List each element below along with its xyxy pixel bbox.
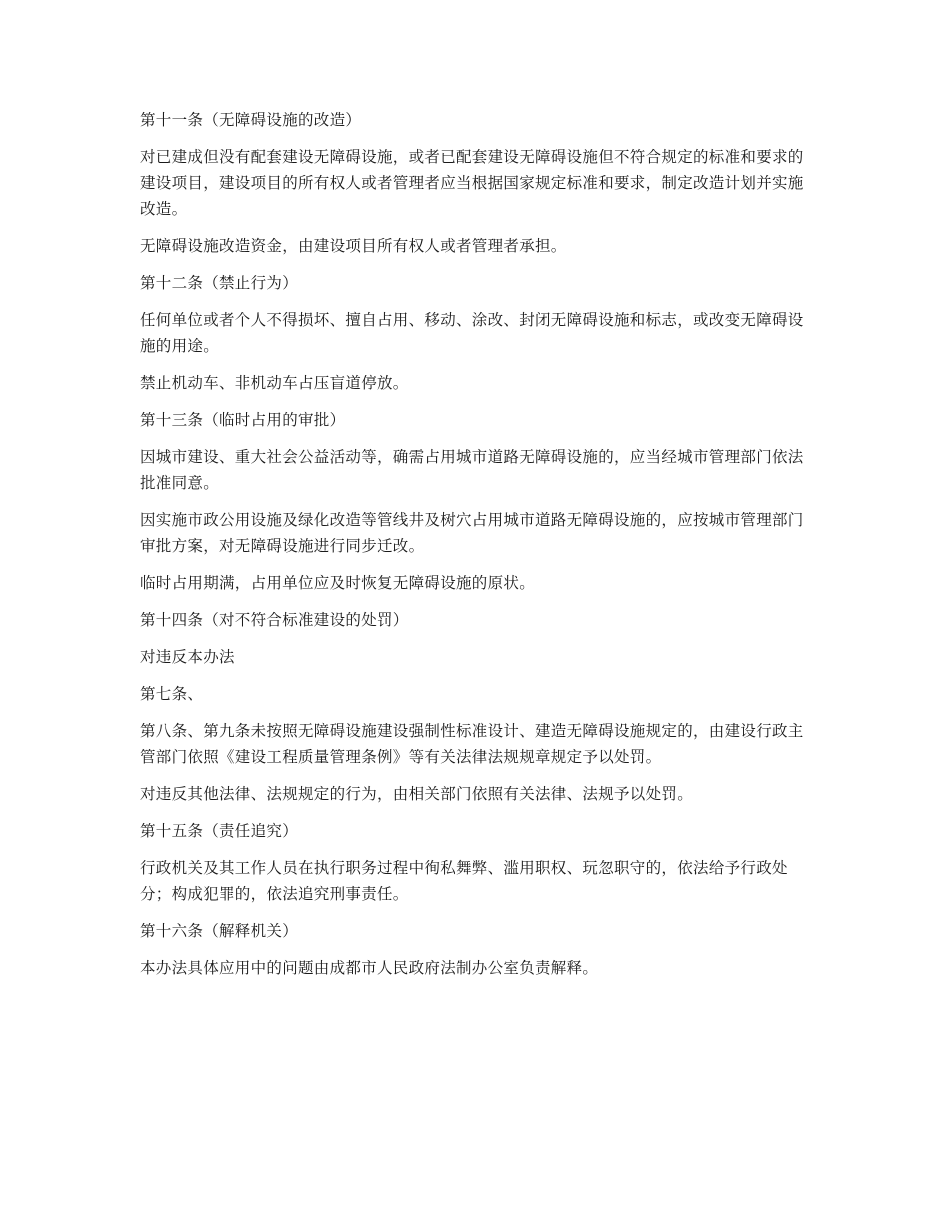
- article-16-heading: 第十六条（解释机关）: [140, 922, 299, 940]
- article-16-paragraph-1: 本办法具体应用中的问题由成都市人民政府法制办公室负责解释。: [140, 959, 599, 977]
- article-12-heading: 第十二条（禁止行为）: [140, 274, 299, 292]
- article-14-paragraph-3: 第八条、第九条未按照无障碍设施建设强制性标准设计、建造无障碍设施规定的，由建设行政主管部门依照《建设工程质量管理条例》等有关法律法规规章规定予以处罚。: [140, 722, 804, 766]
- document-page: [140, 107, 810, 992]
- article-11-paragraph-2: 无障碍设施改造资金，由建设项目所有权人或者管理者承担。: [140, 237, 567, 255]
- article-12-paragraph-1: 任何单位或者个人不得损坏、擅自占用、移动、涂改、封闭无障碍设施和标志，或改变无障碍设施的用途。: [140, 311, 804, 355]
- article-11-paragraph-1: 对已建成但没有配套建设无障碍设施，或者已配套建设无障碍设施但不符合规定的标准和要求的建设项目，建设项目的所有权人或者管理者应当根据国家规定标准和要求，制定改造计划并实施改造。: [140, 148, 804, 218]
- article-14-paragraph-2: 第七条、: [140, 685, 204, 703]
- article-15-heading: 第十五条（责任追究）: [140, 822, 299, 840]
- article-11-heading: 第十一条（无障碍设施的改造）: [140, 111, 362, 129]
- article-13-paragraph-1: 因城市建设、重大社会公益活动等，确需占用城市道路无障碍设施的，应当经城市管理部门依法批准同意。: [140, 448, 804, 492]
- article-13-paragraph-3: 临时占用期满，占用单位应及时恢复无障碍设施的原状。: [140, 574, 536, 592]
- article-14-paragraph-1: 对违反本办法: [140, 648, 235, 666]
- article-14-paragraph-4: 对违反其他法律、法规规定的行为，由相关部门依照有关法律、法规予以处罚。: [140, 785, 694, 803]
- article-13-heading: 第十三条（临时占用的审批）: [140, 411, 346, 429]
- article-15-paragraph-1: 行政机关及其工作人员在执行职务过程中徇私舞弊、滥用职权、玩忽职守的，依法给予行政处分；构成犯罪的，依法追究刑事责任。: [140, 859, 788, 903]
- article-14-heading: 第十四条（对不符合标准建设的处罚）: [140, 611, 409, 629]
- article-12-paragraph-2: 禁止机动车、非机动车占压盲道停放。: [140, 374, 409, 392]
- article-13-paragraph-2: 因实施市政公用设施及绿化改造等管线井及树穴占用城市道路无障碍设施的，应按城市管理部门审批方案，对无障碍设施进行同步迁改。: [140, 511, 804, 555]
